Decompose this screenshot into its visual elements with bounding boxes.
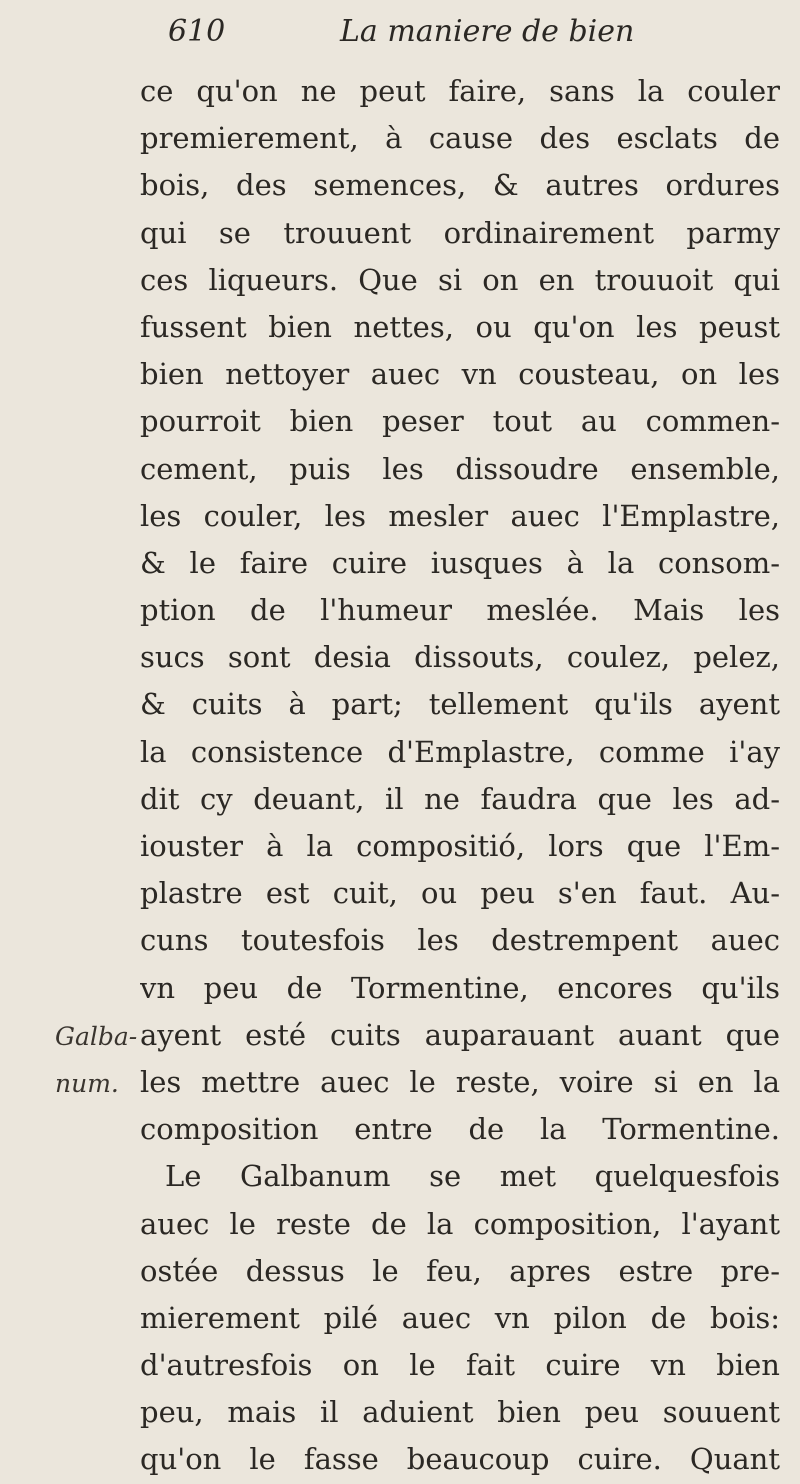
- page-number: 610: [168, 14, 226, 49]
- text-line: auec le reste de la composition, l'ayant: [140, 1206, 780, 1241]
- text-line: bois, des semences, & autres ordures: [140, 168, 780, 203]
- text-line: ption de l'humeur meslée. Mais les: [140, 593, 780, 628]
- text-line: & cuits à part; tellement qu'ils ayent: [140, 687, 780, 722]
- text-line: & le faire cuire iusques à la consom-: [140, 545, 780, 580]
- margin-note: [55, 1013, 137, 1107]
- text-line: bien nettoyer auec vn cousteau, on les: [140, 357, 780, 392]
- text-line: iouster à la compositió, lors que l'Em-: [140, 829, 780, 863]
- text-line: cuns toutesfois les destrempent auec: [140, 923, 780, 958]
- text-line: plastre est cuit, ou peu s'en faut. Au-: [140, 876, 780, 911]
- text-line: Le Galbanum se met quelquesfois: [165, 1159, 780, 1194]
- margin-note-line: num.: [55, 1069, 119, 1098]
- text-line: qui se trouuent ordinairement parmy: [140, 215, 780, 250]
- text-line: fussent bien nettes, ou qu'on les peust: [140, 309, 780, 344]
- page-header: [168, 14, 688, 62]
- text-line: pourroit bien peser tout au commen-: [140, 404, 780, 439]
- text-line: composition entre de la Tormentine.: [140, 1112, 780, 1147]
- text-line: ostée dessus le feu, apres estre pre-: [140, 1253, 780, 1288]
- running-title: La maniere de bien: [340, 14, 635, 49]
- text-line: premierement, à cause des esclats de: [140, 121, 780, 156]
- text-line: d'autresfois on le fait cuire vn bien: [140, 1348, 780, 1383]
- text-line: sucs sont desia dissouts, coulez, pelez,: [140, 640, 780, 675]
- body-text: [140, 68, 780, 1484]
- text-line: ayent esté cuits auparauant auant que: [140, 1017, 780, 1052]
- text-line: dit cy deuant, il ne faudra que les ad-: [140, 781, 780, 816]
- text-line: qu'on le fasse beaucoup cuire. Quant: [140, 1442, 780, 1477]
- text-line: mierement pilé auec vn pilon de bois:: [140, 1300, 780, 1335]
- text-line: vn peu de Tormentine, encores qu'ils: [140, 970, 780, 1005]
- text-line: cement, puis les dissoudre ensemble,: [140, 451, 780, 486]
- text-line: les couler, les mesler auec l'Emplastre,: [140, 498, 780, 533]
- text-line: ces liqueurs. Que si on en trouuoit qui: [140, 262, 780, 297]
- text-line: la consistence d'Emplastre, comme i'ay: [140, 734, 780, 769]
- text-line: peu, mais il aduient bien peu souuent: [140, 1395, 780, 1430]
- text-line: ce qu'on ne peut faire, sans la couler: [140, 74, 780, 108]
- margin-note-line: Galba-: [55, 1022, 138, 1051]
- text-line: les mettre auec le reste, voire si en la: [140, 1064, 780, 1099]
